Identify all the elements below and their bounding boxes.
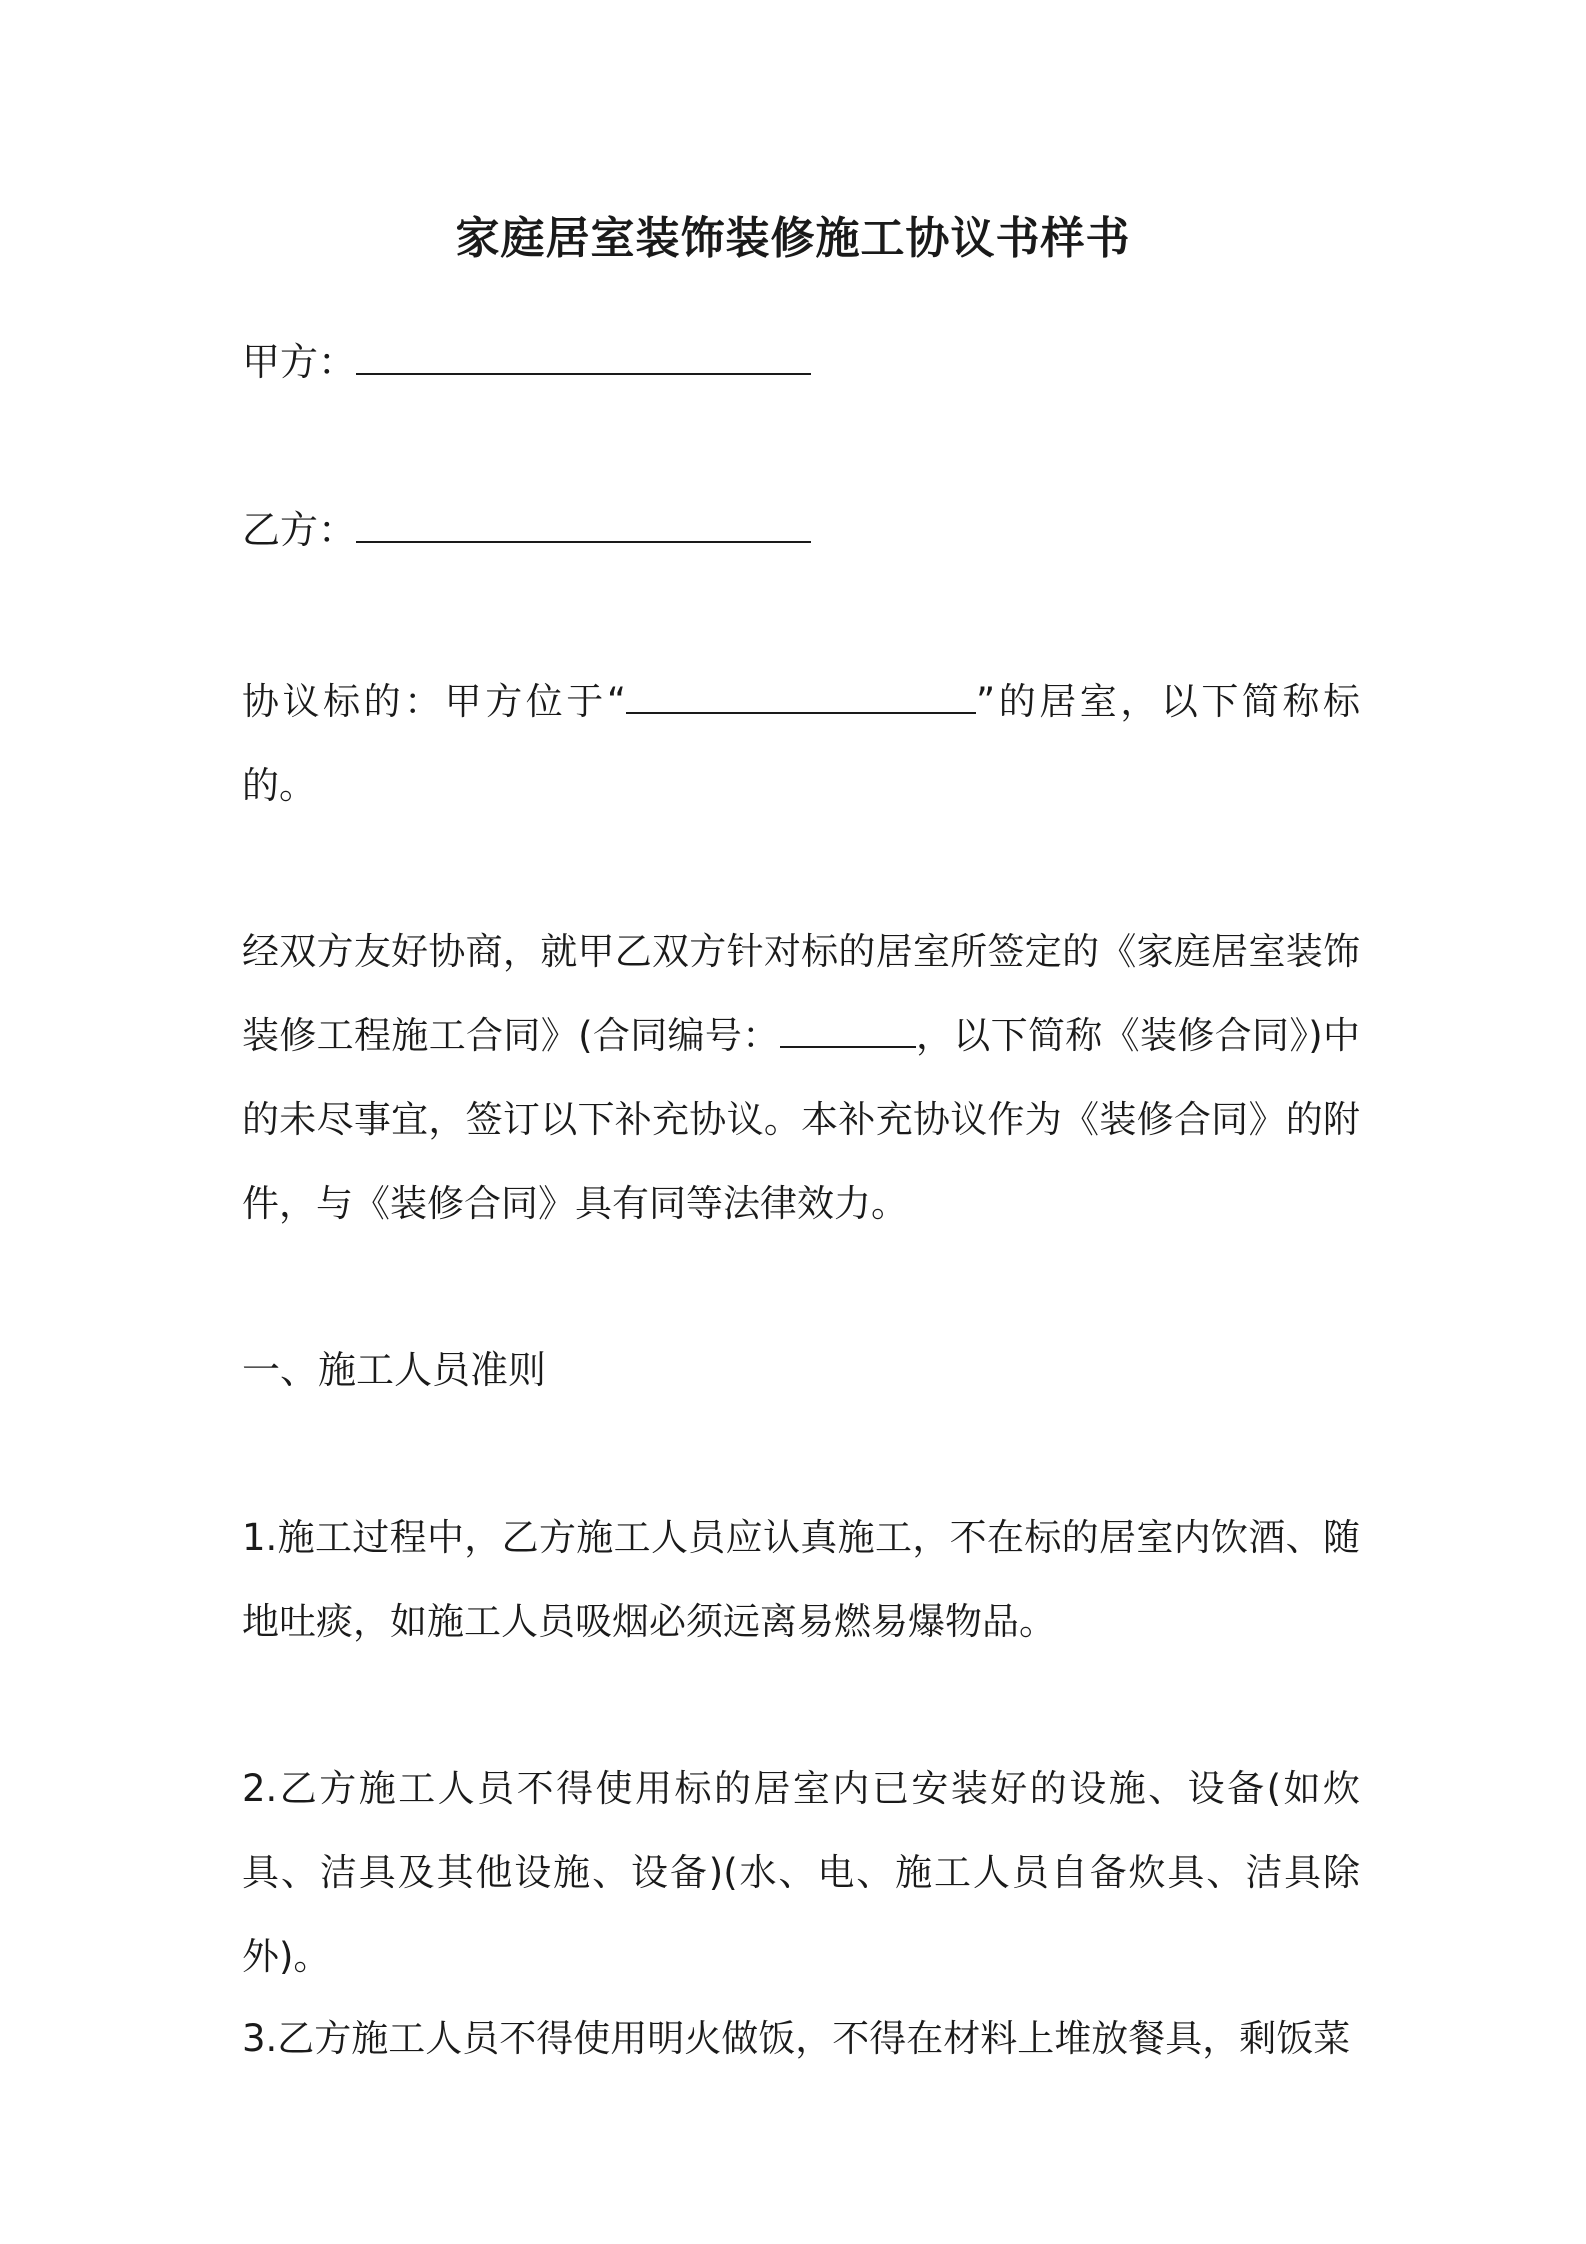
clause-3: 3.乙方施工人员不得使用明火做饭，不得在材料上堆放餐具，剩饭菜 xyxy=(242,2017,1351,2060)
intro-paragraph xyxy=(242,910,1360,1246)
party-a-label: 甲方： xyxy=(242,340,357,384)
clause-2: 2.乙方施工人员不得使用标的居室内已安装好的设施、设备(如炊具、洁具及其他设施、设备)(水、电、施工人员自备炊具、洁具除外)。 xyxy=(242,1767,1360,1978)
subject-paragraph xyxy=(242,660,1360,828)
intro-part1: 经双方友好协商，就甲乙双方针对标的居室所签定的《家庭居室装饰装修工程施工合同》(合同编号： xyxy=(242,930,1360,1057)
party-a-blank xyxy=(356,333,811,375)
subject-address-blank xyxy=(626,672,976,714)
document-title: 家庭居室装饰装修施工协议书样书 xyxy=(455,213,1131,264)
subject-prefix: 协议标的：甲方位于“ xyxy=(242,680,626,723)
intro-part2: ，以下简称《装修合同》)中的未尽事宜，签订以下补充协议。本补充协议作为《装修合同》的附件，与《装修合同》具有同等法律效力。 xyxy=(242,1014,1360,1225)
subject-suffix: ”的居室，以下简称标的。 xyxy=(242,680,1360,807)
party-b-line xyxy=(242,498,1362,562)
party-a-line xyxy=(242,330,1362,394)
clause-1: 1.施工过程中，乙方施工人员应认真施工，不在标的居室内饮酒、随地吐痰，如施工人员吸烟必须远离易燃易爆物品。 xyxy=(242,1516,1360,1643)
party-b-blank xyxy=(356,501,811,543)
section-1-heading: 一、施工人员准则 xyxy=(242,1348,547,1392)
contract-number-blank xyxy=(780,1006,916,1048)
party-b-label: 乙方： xyxy=(242,508,357,552)
